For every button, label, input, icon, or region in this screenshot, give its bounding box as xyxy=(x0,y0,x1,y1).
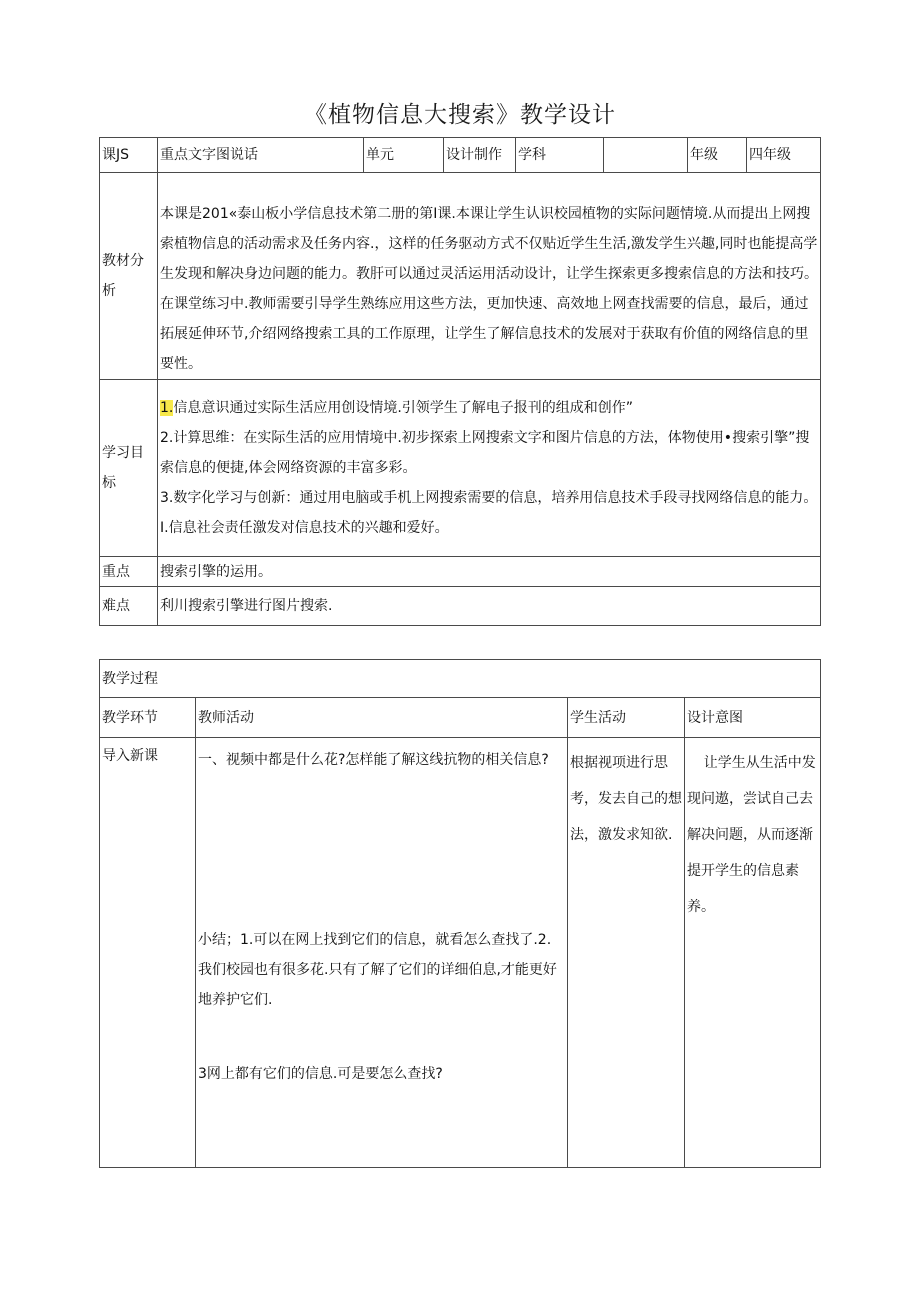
teacher-question-3: 3网上都有它们的信息.可是要怎么查找? xyxy=(198,1066,443,1082)
difficulty-label: 难点 xyxy=(100,587,158,626)
teaching-process-table xyxy=(99,659,821,1168)
key-point-label: 重点 xyxy=(100,557,158,587)
process-columns-row xyxy=(100,698,821,738)
page-title: 《植物信息大搜索》教学设计 xyxy=(304,102,616,128)
subject-header: 学科 xyxy=(516,138,604,173)
col-stage: 教学环节 xyxy=(100,698,196,738)
col-intent: 设计意图 xyxy=(685,698,821,738)
col-student: 学生活动 xyxy=(568,698,685,738)
objectives-row xyxy=(100,380,821,557)
lesson-info-table xyxy=(99,137,821,626)
analysis-row xyxy=(100,173,821,380)
unit-header: 单元 xyxy=(364,138,444,173)
teacher-summary: 小结；1.可以在网上找到它们的信息，就看怎么查找了.2.我们校园也有很多花.只有了解了它们的详细伯息,才能更好地养护它们. xyxy=(198,932,557,1008)
grade-value: 四年级 xyxy=(747,138,821,173)
teacher-question: 一、视频中都是什么花?怎样能了解这线抗物的相关信息? xyxy=(198,752,549,768)
student-activity-cell: 根据视项进行思考，发去自己的想法，激发求知欲. xyxy=(568,738,685,1168)
subject-value xyxy=(604,138,688,173)
course-header: 课JS xyxy=(100,138,158,173)
process-header: 教学过程 xyxy=(100,660,821,698)
design-intent-cell: 让学生从生活中发现问遨，尝试自己去解决问题，从而逐渐提开学生的信息素养。 xyxy=(685,738,821,1168)
process-row-intro xyxy=(100,738,821,1168)
difficulty-text: 利川搜索引擎进行图片搜索. xyxy=(158,587,821,626)
key-point-row xyxy=(100,557,821,587)
course-value: 重点文字图说话 xyxy=(158,138,364,173)
objective-1-number: 1. xyxy=(160,400,174,416)
teacher-activity-cell xyxy=(196,738,568,1168)
objective-2: 2.计算思维：在实际生活的应用情境中.初步探索上网搜索文字和图片信息的方法，体物使用•搜索引擎”搜索信息的便捷,体会网络资源的丰富多彩。 xyxy=(160,430,810,476)
col-teacher: 教师活动 xyxy=(196,698,568,738)
difficulty-row xyxy=(100,587,821,626)
objective-3: 3.数字化学习与创新：通过用电脑或手机上网搜索需要的信息，培养用信息技术手段寻找网络信息的能力。 xyxy=(160,490,818,506)
key-point-text: 搜索引擎的运用。 xyxy=(158,557,821,587)
objective-1 xyxy=(160,393,818,423)
unit-value: 设计制作 xyxy=(444,138,516,173)
objectives-label: 学习目标 xyxy=(100,380,158,557)
stage-cell: 导入新课 xyxy=(100,738,196,1168)
objectives-content xyxy=(158,380,821,557)
info-row xyxy=(100,138,821,173)
objective-4: I.信息社会责任激发对信息技术的兴趣和爱好。 xyxy=(160,520,449,536)
analysis-text: 本课是201«泰山板小学信息技术第二册的第I课.本课让学生认识校园植物的实际问题情境.从而提出上网搜索植物信息的活动需求及任务内容.，这样的任务驱动方式不仅贴近学生生活,激发学生兴趣,同时也能提高学生发现和解决身边问题的能力。教肝可以通过灵活运用活动设计，让学生探索更多搜索信息的方法和技巧。在课堂练习中.教师需要引导学生熟练应用这些方法，更加快速、高效地上网查找需要的信息，最后，通过拓展延伸环节,介绍网络搜索工具的工作原理，让学生了解信息技术的发展对于获取有价值的网络信息的里要性。 xyxy=(158,173,821,380)
grade-header: 年级 xyxy=(688,138,747,173)
process-header-row xyxy=(100,660,821,698)
analysis-label: 教材分析 xyxy=(100,173,158,380)
objective-1-text: 信息意识通过实际生活应用创设情境.引领学生了解电子报刊的组成和创作” xyxy=(173,400,634,416)
